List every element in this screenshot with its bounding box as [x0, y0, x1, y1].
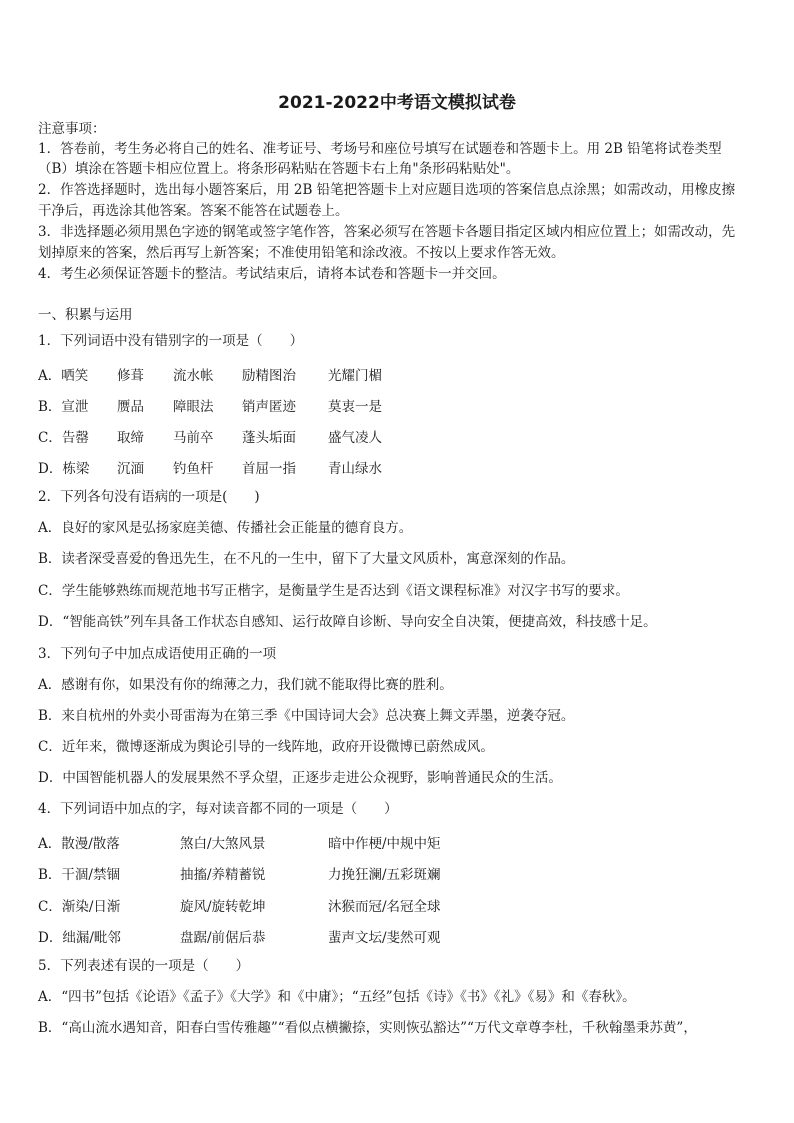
q3-option: C．近年来，微博逐渐成为舆论引导的一线阵地，政府开设微博已蔚然成风。: [38, 739, 494, 755]
page-title: 2021-2022中考语文模拟试卷: [278, 93, 516, 113]
q4-option-term: 旋风/旋转乾坤: [180, 899, 266, 915]
notice-line: 干净后，再选涂其他答案。答案不能答在试题卷上。: [38, 203, 349, 219]
q5-option: B．“高山流水遇知音，阳春白雪传雅趣”“看似点横撇捺，实则恢弘豁达”“万代文章尊李杜，千秋翰墨秉苏黄”，: [38, 1020, 697, 1036]
q4-option-term: 盘踞/前倨后恭: [180, 930, 266, 946]
question-stem: 5．下列表述有误的一项是（ ）: [38, 958, 250, 974]
q2-option: C．学生能够熟练而规范地书写正楷字，是衡量学生是否达到《语文课程标准》对汉字书写的要求。: [38, 583, 629, 599]
q1-option-term: 青山绿水: [328, 461, 382, 477]
q4-option-term: 力挽狂澜/五彩斑斓: [328, 867, 441, 883]
q2-option: D．“智能高铁”列车具备工作状态自感知、运行故障自诊断、导向安全自决策，便捷高效，科技感十足。: [38, 614, 657, 630]
q1-option-term: D．栋梁: [38, 461, 90, 477]
notice-heading: 注意事项：: [38, 121, 106, 137]
q4-option-term: A．散漫/散落: [38, 836, 120, 852]
q1-option-term: 修葺: [117, 368, 144, 384]
notice-line: 划掉原来的答案，然后再写上新答案；不准使用铅笔和涂改液。不按以上要求作答无效。: [38, 245, 565, 261]
q1-option-term: 沉湎: [117, 461, 144, 477]
q1-option-term: 蓬头垢面: [242, 430, 296, 446]
q3-option: A．感谢有你，如果没有你的绵薄之力，我们就不能取得比赛的胜利。: [38, 677, 453, 693]
q1-option-term: 障眼法: [173, 399, 214, 415]
question-stem: 2．下列各句没有语病的一项是( ): [38, 489, 260, 505]
q1-option-term: 盛气凌人: [328, 430, 382, 446]
q1-option-term: 马前卒: [173, 430, 214, 446]
q2-option: A．良好的家风是弘扬家庭美德、传播社会正能量的德育良方。: [38, 520, 413, 536]
q3-option: D．中国智能机器人的发展果然不孚众望，正逐步走进公众视野，影响普通民众的生活。: [38, 770, 562, 786]
notice-line: （B）填涂在答题卡相应位置上。将条形码粘贴在答题卡右上角"条形码粘贴处"。: [38, 161, 520, 177]
question-stem: 4．下列词语中加点的字，每对读音都不同的一项是（ ）: [38, 801, 398, 817]
q1-option-term: 首屈一指: [242, 461, 296, 477]
q4-option-term: 煞白/大煞风景: [180, 836, 266, 852]
q4-option-term: 蜚声文坛/斐然可观: [328, 930, 441, 946]
notice-line: 2．作答选择题时，选出每小题答案后，用 2B 铅笔把答题卡上对应题目选项的答案信息点涂黑；如需改动，用橡皮擦: [38, 182, 736, 198]
q1-option-term: 励精图治: [242, 368, 296, 384]
q4-option-term: B．干涸/禁锢: [38, 867, 120, 883]
q1-option-term: C．告罄: [38, 430, 89, 446]
q1-option-term: A．哂笑: [38, 368, 89, 384]
q1-option-term: 光耀门楣: [328, 368, 382, 384]
notice-line: 4．考生必须保证答题卡的整洁。考试结束后，请将本试卷和答题卡一并交回。: [38, 266, 506, 282]
q1-option-term: 莫衷一是: [328, 399, 382, 415]
q1-option-term: 销声匿迹: [242, 399, 296, 415]
q4-option-term: C．渐染/日渐: [38, 899, 121, 915]
q1-option-term: 赝品: [117, 399, 144, 415]
q1-option-term: 流水帐: [173, 368, 214, 384]
notice-line: 3．非选择题必须用黑色字迹的钢笔或签字笔作答，答案必须写在答题卡各题目指定区域内相应位置上；如需改动，先: [38, 224, 736, 240]
q5-option: A．“四书”包括《论语》《孟子》《大学》和《中庸》；“五经”包括《诗》《书》《礼》《易》和《春秋》。: [38, 989, 636, 1005]
q4-option-term: 暗中作梗/中规中矩: [328, 836, 441, 852]
q1-option-term: 取缔: [117, 430, 144, 446]
q4-option-term: D．绌漏/毗邻: [38, 930, 121, 946]
question-stem: 3．下列句子中加点成语使用正确的一项: [38, 646, 277, 662]
q1-option-term: B．宣泄: [38, 399, 89, 415]
q3-option: B．来自杭州的外卖小哥雷海为在第三季《中国诗词大会》总决赛上舞文弄墨，逆袭夺冠。: [38, 708, 575, 724]
q1-option-term: 钓鱼杆: [173, 461, 214, 477]
section-heading: 一、积累与运用: [38, 307, 133, 323]
q4-option-term: 抽搐/养精蓄锐: [180, 867, 266, 883]
question-stem: 1．下列词语中没有错别字的一项是（ ）: [38, 333, 304, 349]
notice-line: 1．答卷前，考生务必将自己的姓名、准考证号、考场号和座位号填写在试题卷和答题卡上。用 2B 铅笔将试卷类型: [38, 141, 722, 157]
q4-option-term: 沐猴而冠/名冠全球: [328, 899, 441, 915]
q2-option: B．读者深受喜爱的鲁迅先生，在不凡的一生中，留下了大量文风质朴，寓意深刻的作品。: [38, 551, 575, 567]
